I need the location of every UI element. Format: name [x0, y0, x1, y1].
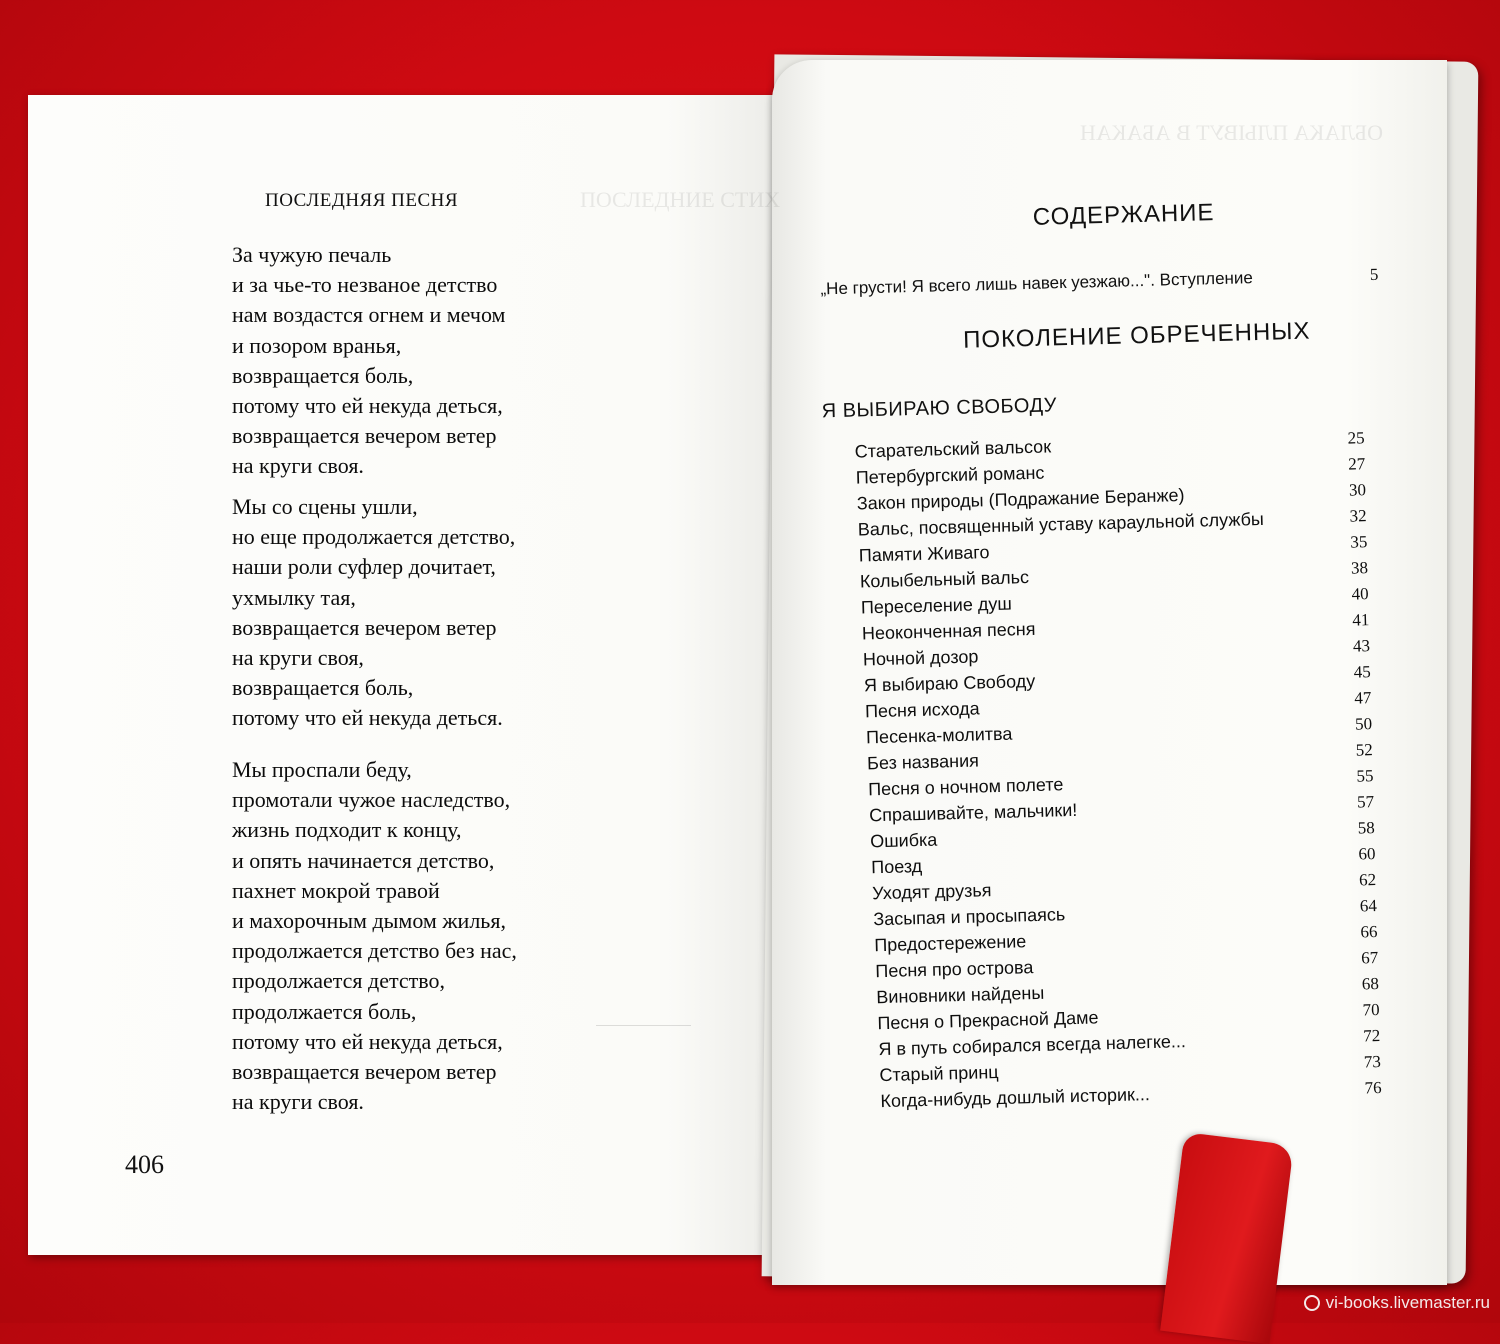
toc-entry-page: 27	[1348, 454, 1366, 474]
toc-entry-page: 52	[1355, 740, 1373, 760]
section-title: Я ВЫБИРАЮ СВОБОДУ	[821, 394, 1058, 423]
toc-entry-title: Неоконченная песня	[861, 618, 1036, 644]
toc-title: СОДЕРЖАНИЕ	[1032, 199, 1215, 231]
poem-line: и позором вранья,	[232, 332, 402, 358]
poem-line: нам воздастся огнем и мечом	[232, 302, 506, 328]
poem-line: потому что ей некуда деться,	[232, 393, 503, 419]
poem-line: Мы проспали беду,	[232, 757, 412, 782]
toc-entry-title: Ошибка	[869, 829, 938, 852]
poem-title: ПОСЛЕДНЯЯ ПЕСНЯ	[265, 190, 459, 211]
poem-line: на круги своя.	[232, 453, 364, 479]
toc-entry-page: 30	[1348, 480, 1367, 500]
watermark	[1304, 1293, 1490, 1313]
toc-entry-page: 58	[1357, 818, 1376, 838]
toc-entry-title: Я в путь собирался всегда налегке...	[878, 1031, 1187, 1060]
toc-entry-title: Ночной дозор	[862, 646, 979, 670]
toc-entry-title: Переселение душ	[860, 593, 1013, 618]
bleed-through-text: ОБЛАКА ПЛЫВУТ В АБАКАН	[1080, 120, 1383, 145]
bleed-through-text: ПОСЛЕДНИЕ СТИХ	[580, 187, 781, 212]
toc-entry-page: 76	[1364, 1078, 1382, 1098]
toc-entry-title: Старательский вальсок	[854, 436, 1052, 462]
toc-entry-page: 41	[1352, 610, 1370, 630]
toc-entry-page: 38	[1350, 558, 1369, 578]
poem-line: возвращается вечером ветер	[232, 614, 497, 640]
poem-line: потому что ей некуда деться.	[232, 705, 503, 731]
toc-entry-title: Предостережение	[874, 931, 1027, 956]
poem-line: Мы со сцены ушли,	[232, 494, 418, 519]
poem-line: и за чье-то незваное детство	[232, 272, 498, 298]
toc-entry-title: Памяти Живаго	[858, 542, 990, 566]
watermark-text: vi-books.livemaster.ru	[1325, 1293, 1490, 1312]
poem-line: За чужую печаль	[232, 242, 392, 267]
poem-line: продолжается боль,	[232, 998, 417, 1024]
poem-line: ухмылку тая,	[232, 584, 356, 610]
poem-line: пахнет мокрой травой	[232, 877, 440, 903]
toc-entry-page: 32	[1349, 506, 1367, 526]
toc-entry-title: Поезд	[870, 855, 923, 878]
toc-entry-page: 62	[1358, 870, 1377, 890]
poem-line: и махорочным дымом жилья,	[232, 908, 506, 934]
toc-entry-page: 73	[1363, 1052, 1382, 1072]
toc-entry-title: Колыбельный вальс	[859, 567, 1030, 592]
table-of-contents	[818, 183, 1412, 1138]
toc-entry-page: 25	[1347, 428, 1365, 448]
toc-entry-title: Песня про острова	[875, 957, 1034, 982]
toc-entry-page: 57	[1356, 792, 1375, 812]
toc-entry-title: Закон природы (Подражание Беранже)	[856, 484, 1185, 514]
toc-entry-page: 72	[1362, 1026, 1381, 1046]
toc-entry-page: 35	[1350, 532, 1368, 552]
toc-entry-page: 55	[1356, 766, 1374, 786]
toc-entry-page: 45	[1353, 662, 1371, 682]
toc-entry-page: 64	[1359, 896, 1378, 916]
toc-entry-title: Песня о ночном полете	[867, 774, 1064, 800]
poem-line: но еще продолжается детство,	[232, 524, 516, 550]
part-title: ПОКОЛЕНИЕ ОБРЕЧЕННЫХ	[962, 317, 1311, 354]
toc-entry-page: 60	[1358, 844, 1376, 864]
toc-entry-title: Петербургский романс	[855, 462, 1045, 488]
poem-line: продолжается детство,	[232, 968, 445, 994]
toc-entry-page: 5	[1369, 264, 1379, 285]
page-number: 406	[125, 1150, 164, 1179]
toc-entry-page: 68	[1361, 974, 1380, 994]
watermark-logo-icon	[1304, 1295, 1320, 1311]
footnote-rule	[596, 1025, 691, 1026]
poem-line: возвращается боль,	[232, 675, 414, 701]
poem-line: наши роли суфлер дочитает,	[232, 554, 496, 580]
poem-line: возвращается вечером ветер	[232, 1059, 497, 1085]
stanza-2	[232, 492, 515, 734]
poem-line: на круги своя.	[232, 1089, 364, 1115]
toc-entry-page: 66	[1360, 922, 1378, 942]
toc-intro-entry	[820, 264, 1379, 299]
poem-line: возвращается вечером ветер	[232, 423, 497, 449]
toc-entry-page: 40	[1351, 584, 1369, 604]
toc-entries	[855, 428, 1383, 1117]
toc-entry-title: Засыпая и просыпаясь	[873, 904, 1066, 930]
toc-entry-title: Без названия	[866, 750, 980, 774]
stanza-3	[232, 755, 517, 1117]
poem-line: на круги своя,	[232, 645, 364, 671]
toc-entry-page: 67	[1360, 948, 1379, 968]
poem-line: продолжается детство без нас,	[232, 938, 517, 964]
poem-line: промотали чужое наследство,	[232, 787, 511, 813]
poem-line: и опять начинается детство,	[232, 847, 495, 873]
toc-entry-title: „Не грусти! Я всего лишь навек уезжаю...". Вступление	[820, 268, 1254, 299]
toc-entry-title: Спрашивайте, мальчики!	[868, 799, 1078, 826]
poem-line: потому что ей некуда деться,	[232, 1028, 503, 1054]
toc-entry-page: 70	[1362, 1000, 1380, 1020]
toc-entry-title: Когда-нибудь дошлый историк...	[880, 1084, 1151, 1112]
toc-entry-title: Я выбираю Свободу	[863, 670, 1036, 696]
toc-entry-title: Песня исхода	[864, 698, 980, 722]
red-holder	[1160, 1132, 1294, 1344]
toc-entry-page: 43	[1352, 636, 1371, 656]
toc-entry-title: Виновники найдены	[876, 982, 1045, 1008]
toc-entry-title: Песенка-молитва	[865, 723, 1013, 748]
toc-entry-page: 47	[1354, 688, 1372, 708]
toc-entry-title: Уходят друзья	[872, 880, 992, 904]
toc-entry-page: 50	[1354, 714, 1373, 734]
toc-entry-title: Старый принц	[879, 1062, 999, 1086]
toc-entry-title: Вальс, посвященный уставу караульной службы	[857, 508, 1265, 540]
stanza-1	[232, 240, 505, 482]
toc-entry-title: Песня о Прекрасной Даме	[877, 1007, 1099, 1034]
poem-line: возвращается боль,	[232, 362, 414, 388]
poem-line: жизнь подходит к концу,	[232, 817, 462, 843]
